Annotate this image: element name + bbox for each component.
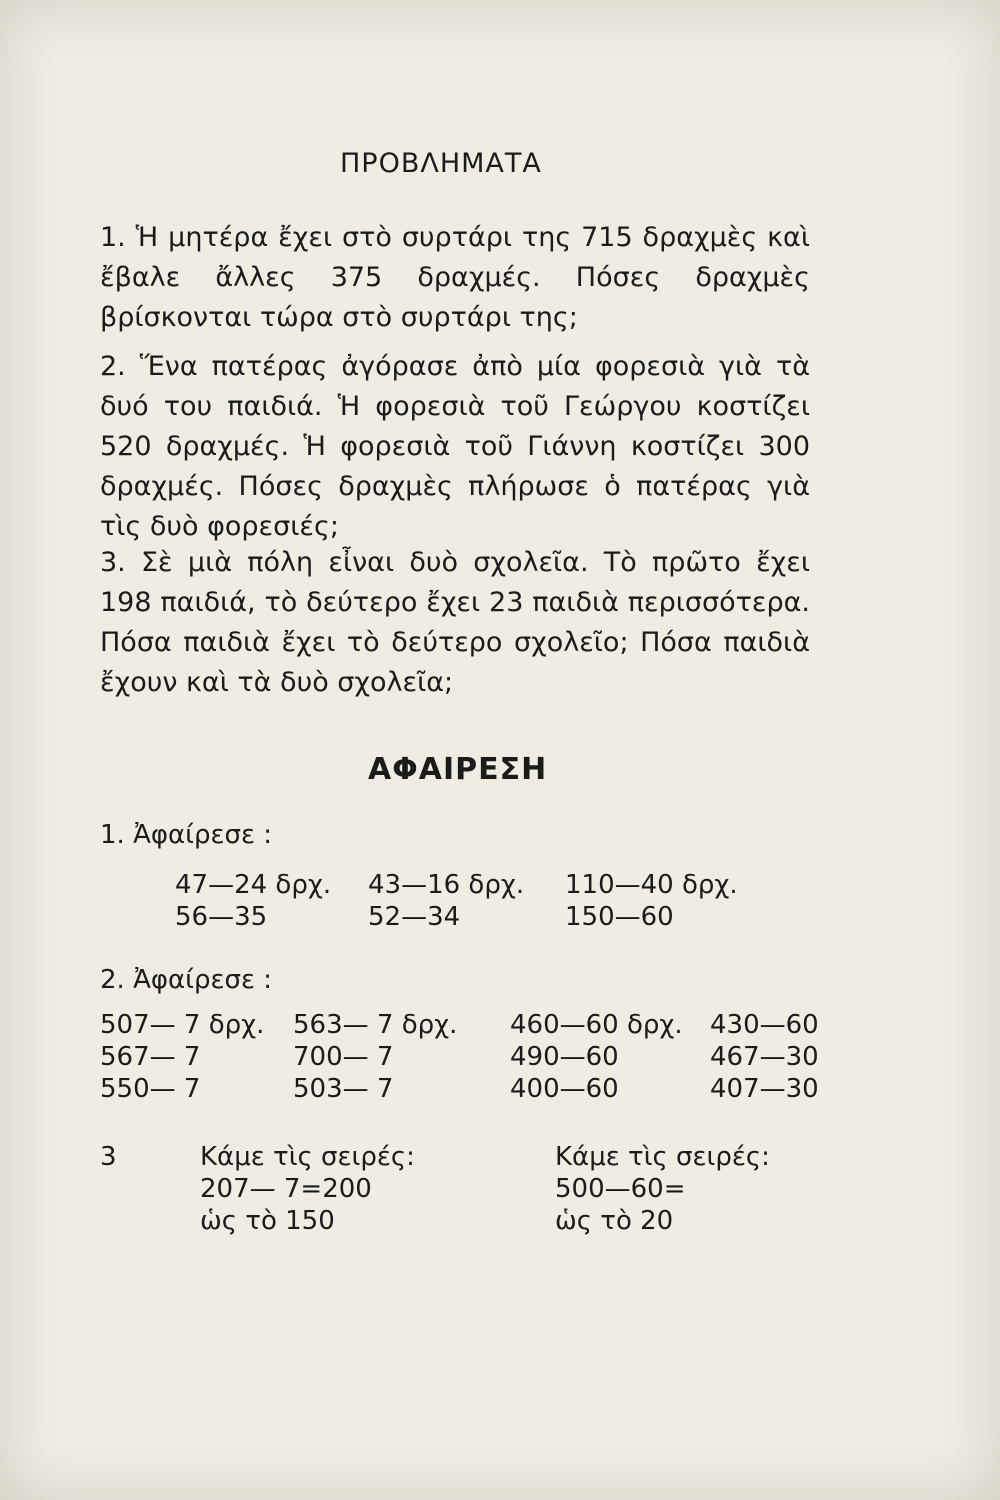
exercise-2-item: 467—30 [710,1042,819,1072]
exercise-2-item: 503— 7 [293,1074,394,1104]
exercise-3-left-heading: Κάμε τὶς σειρές: [200,1142,415,1172]
exercise-3-number: 3 [100,1142,117,1172]
exercise-3-right-line: ὡς τὸ 20 [555,1206,674,1236]
exercise-2-item: 550— 7 [100,1074,201,1104]
exercise-3-right-line: 500—60= [555,1174,686,1204]
exercise-1-item: 43—16 δρχ. [368,870,525,900]
section-title: ΑΦΑΙΡΕΣΗ [368,752,548,787]
exercise-1-item: 110—40 δρχ. [565,870,738,900]
exercise-2-label: 2. Ἀφαίρεσε : [100,965,273,995]
problem-1: 1. Ἡ μητέρα ἔχει στὸ συρτάρι της 715 δραχμὲς καὶ ἔβαλε ἄλλες 375 δραχμές. Πόσες δραχμὲς βρίσκονται τώρα στὸ συρτάρι της; [100,222,810,333]
exercise-3-left-line: 207— 7=200 [200,1174,372,1204]
exercise-1-label: 1. Ἀφαίρεσε : [100,820,273,850]
exercise-3-left-line: ὡς τὸ 150 [200,1206,335,1236]
exercise-1-item: 52—34 [368,902,461,932]
exercise-2-item: 407—30 [710,1074,819,1104]
exercise-1-item: 47—24 δρχ. [175,870,332,900]
exercise-1-item: 150—60 [565,902,674,932]
exercise-2-item: 507— 7 δρχ. [100,1010,265,1040]
exercise-2-item: 490—60 [510,1042,619,1072]
exercise-2-item: 700— 7 [293,1042,394,1072]
problem-2: 2. Ἕνα πατέρας ἀγόρασε ἀπὸ μία φορεσιὰ γιὰ τὰ δυό του παιδιά. Ἡ φορεσιὰ τοῦ Γεώργου κοστίζει 520 δραχμές. Ἡ φορεσιὰ τοῦ Γιάννη κοστίζει 300 δραχμές. Πόσες δραχμὲς πλήρωσε ὁ πατέρας γιὰ τὶς δυὸ φορεσιές; [100,351,810,542]
exercise-1-item: 56—35 [175,902,268,932]
exercise-2-item: 400—60 [510,1074,619,1104]
page-title: ΠΡΟΒΛΗΜΑΤΑ [340,148,542,179]
exercise-2-item: 567— 7 [100,1042,201,1072]
problem-3: 3. Σὲ μιὰ πόλη εἶναι δυὸ σχολεῖα. Τὸ πρῶτο ἔχει 198 παιδιά, τὸ δεύτερο ἔχει 23 παιδιὰ περισσότερα. Πόσα παιδιὰ ἔχει τὸ δεύτερο σχολεῖο; Πόσα παιδιὰ ἔχουν καὶ τὰ δυὸ σχολεῖα; [100,547,810,698]
exercise-2-item: 430—60 [710,1010,819,1040]
exercise-3-right-heading: Κάμε τὶς σειρές: [555,1142,770,1172]
exercise-2-item: 563— 7 δρχ. [293,1010,458,1040]
exercise-2-item: 460—60 δρχ. [510,1010,683,1040]
